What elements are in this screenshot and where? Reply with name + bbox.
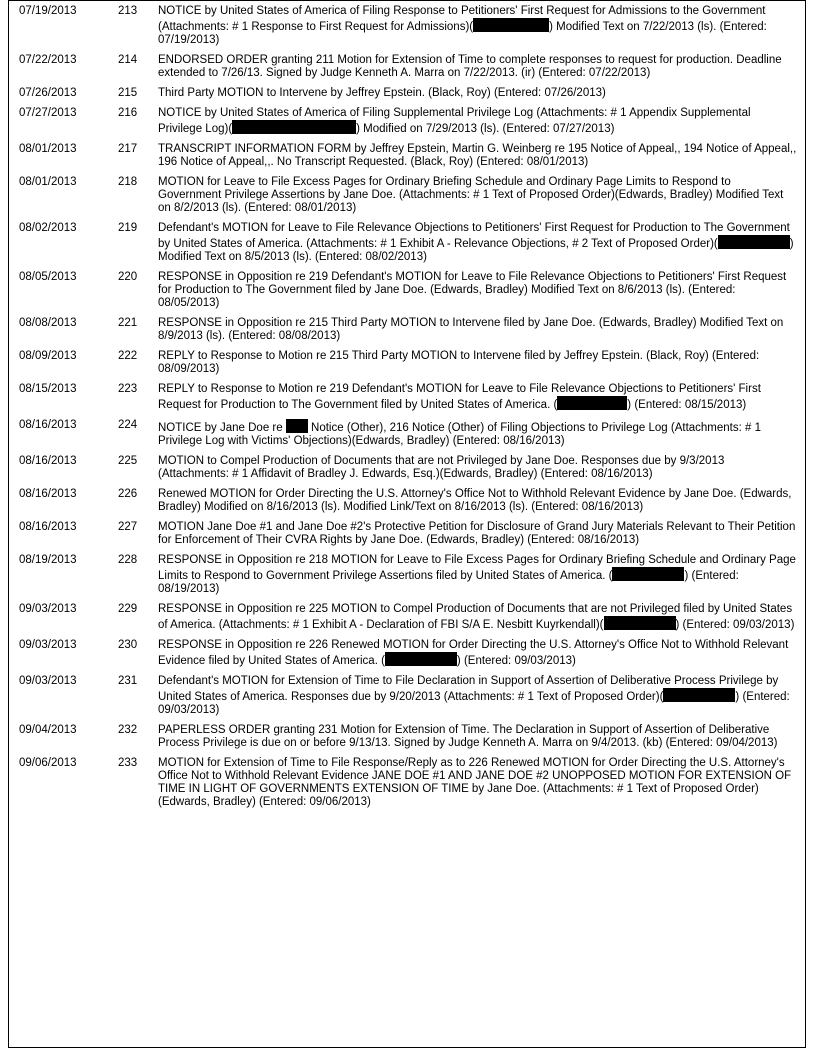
docket-entry (9, 675, 805, 724)
entry-text-segment: TRANSCRIPT INFORMATION FORM by Jeffrey Epstein, Martin G. Weinberg re 195 Notice of Appeal,, 194 Notice of Appeal,, 196 Notice of Appeal,,. No Transcript Requested. (Black, Roy) (Entered: 08/01/2013) (158, 143, 797, 168)
docket-entry (9, 603, 805, 639)
redaction-block (385, 652, 457, 666)
entry-text-segment: ENDORSED ORDER granting 211 Motion for Extension of Time to complete responses to request for production. Deadline extended to 7/26/13. Signed by Judge Kenneth A. Marra on 7/22/2013. (ir) (Entered: 07/22/2013) (158, 54, 782, 79)
entry-text (158, 521, 805, 554)
entry-number: 220 (118, 271, 138, 283)
redaction-block (232, 120, 356, 134)
entry-text (158, 419, 805, 455)
entry-text (158, 54, 805, 87)
entry-text-segment: ) (Entered: 09/03/2013) (456, 655, 576, 667)
docket-entry (9, 419, 805, 455)
entry-text-segment: ) (Entered: 08/15/2013) (627, 399, 747, 411)
docket-entry (9, 107, 805, 143)
entry-text-segment: REPLY to Response to Motion re 219 Defendant's MOTION for Leave to File Relevance Objections to Petitioners' First Request for Production to The Government filed by United States of America. ( (158, 383, 761, 411)
entry-number: 226 (118, 488, 138, 500)
entry-date: 07/26/2013 (19, 87, 77, 99)
entry-text (158, 143, 805, 176)
docket-entry (9, 521, 805, 554)
entry-text (158, 675, 805, 724)
entry-number: 224 (118, 419, 138, 431)
entry-text-segment: Renewed MOTION for Order Directing the U.S. Attorney's Office Not to Withhold Relevant Evidence by Jane Doe. (Edwards, Bradley) Modified on 8/16/2013 (ls). Modified Link/Text on 8/16/2013 (ls). (Entered: 08/16/2013) (158, 488, 792, 513)
entry-text (158, 639, 805, 675)
entry-number: 232 (118, 724, 138, 736)
entry-text (158, 317, 805, 350)
entry-text-segment: Defendant's MOTION for Leave to File Relevance Objections to Petitioners' First Request for Production to The Government by United States of America. (Attachments: # 1 Exhibit A - Relevance Objections, # 2 Text of Proposed Order)( (158, 222, 790, 250)
entry-text-segment: REPLY to Response to Motion re 215 Third Party MOTION to Intervene filed by Jeffrey Epstein. (Black, Roy) (Entered: 08/09/2013) (158, 350, 760, 375)
entry-number: 214 (118, 54, 138, 66)
entry-text (158, 603, 805, 639)
entry-date: 08/15/2013 (19, 383, 77, 395)
docket-entry (9, 639, 805, 675)
docket-entry (9, 271, 805, 317)
entry-date: 08/16/2013 (19, 455, 77, 467)
entry-text-segment: MOTION for Extension of Time to File Response/Reply as to 226 Renewed MOTION for Order Directing the U.S. Attorney's Office Not to Withhold Relevant Evidence JANE DOE #1 AND JANE DOE #2 UNOPPOSED MOTION FOR EXTENSION OF TIME IN LIGHT OF GOVERNMENTS EXTENSION OF TIME by Jane Doe. (Attachments: # 1 Text of Proposed Order)(Edwards, Bradley) (Entered: 09/06/2013) (158, 757, 792, 808)
entry-number: 223 (118, 383, 138, 395)
entry-number: 227 (118, 521, 138, 533)
entry-number: 219 (118, 222, 138, 234)
redaction-block (612, 567, 684, 581)
docket-entry (9, 455, 805, 488)
redaction-block (718, 235, 790, 249)
entry-date: 08/08/2013 (19, 317, 77, 329)
entry-number: 218 (118, 176, 138, 188)
entry-date: 08/09/2013 (19, 350, 77, 362)
docket-body (9, 5, 805, 816)
entry-text (158, 271, 805, 317)
entry-text (158, 350, 805, 383)
entry-number: 230 (118, 639, 138, 651)
entry-text-segment: ) Modified Text on 7/22/2013 (ls). (Entered: 07/19/2013) (158, 21, 767, 46)
entry-number: 229 (118, 603, 138, 615)
entry-text (158, 757, 805, 816)
entry-text-segment: ) (Entered: 08/19/2013) (158, 570, 739, 595)
redaction-block (286, 419, 308, 433)
entry-text (158, 554, 805, 603)
docket-table (9, 5, 805, 816)
entry-date: 09/03/2013 (19, 675, 77, 687)
entry-text-segment: PAPERLESS ORDER granting 231 Motion for Extension of Time. The Declaration in Support of Assertion of Deliberative Process Privilege is due on or before 9/13/13. Signed by Judge Kenneth A. Marra on 9/4/2013. (kb) (Entered: 09/04/2013) (158, 724, 778, 749)
entry-text-segment: NOTICE by Jane Doe re (158, 422, 286, 434)
entry-date: 08/02/2013 (19, 222, 77, 234)
entry-date: 07/19/2013 (19, 5, 77, 17)
docket-entry (9, 724, 805, 757)
entry-date: 09/04/2013 (19, 724, 77, 736)
redaction-block (557, 396, 627, 410)
entry-date: 09/03/2013 (19, 639, 77, 651)
docket-entry (9, 54, 805, 87)
entry-number: 213 (118, 5, 138, 17)
entry-date: 07/27/2013 (19, 107, 77, 119)
entry-date: 08/16/2013 (19, 488, 77, 500)
entry-date: 07/22/2013 (19, 54, 77, 66)
docket-entry (9, 350, 805, 383)
docket-entry (9, 5, 805, 54)
docket-entry (9, 383, 805, 419)
entry-number: 233 (118, 757, 138, 769)
entry-date: 08/01/2013 (19, 176, 77, 188)
entry-number: 221 (118, 317, 138, 329)
entry-text-segment: ) (Entered: 09/03/2013) (675, 619, 795, 631)
entry-text-segment: Notice (Other), 216 Notice (Other) of Filing Objections to Privilege Log (Attachments: # 1 Privilege Log with Victims' Objections)(Edwards, Bradley) (Entered: 08/16/2013) (158, 422, 761, 447)
entry-text (158, 107, 805, 143)
docket-entry (9, 176, 805, 222)
entry-text-segment: RESPONSE in Opposition re 226 Renewed MOTION for Order Directing the U.S. Attorney's Office Not to Withhold Relevant Evidence filed by United States of America. ( (158, 639, 789, 667)
redaction-block (473, 18, 549, 32)
entry-date: 08/05/2013 (19, 271, 77, 283)
entry-number: 225 (118, 455, 138, 467)
entry-number: 228 (118, 554, 138, 566)
docket-entry (9, 87, 805, 107)
docket-entry (9, 143, 805, 176)
entry-text-segment: Defendant's MOTION for Extension of Time to File Declaration in Support of Assertion of Deliberative Process Privilege by United States of America. Responses due by 9/20/2013 (Attachments: # 1 Text of Proposed Order)( (158, 675, 779, 703)
entry-text (158, 488, 805, 521)
entry-text-segment: MOTION for Leave to File Excess Pages for Ordinary Briefing Schedule and Ordinary Page Limits to Respond to Government Privilege Assertions by Jane Doe. (Attachments: # 1 Text of Proposed Order)(Edwards, Bradley) Modified Text on 8/2/2013 (ls). (Entered: 08/01/2013) (158, 176, 784, 214)
entry-text-segment: RESPONSE in Opposition re 215 Third Party MOTION to Intervene filed by Jane Doe. (Edwards, Bradley) Modified Text on 8/9/2013 (ls). (Entered: 08/08/2013) (158, 317, 784, 342)
entry-text-segment: RESPONSE in Opposition re 219 Defendant's MOTION for Leave to File Relevance Objections to Petitioners' First Request for Production to The Government filed by Jane Doe. (Edwards, Bradley) Modified Text on 8/6/2013 (ls). (Entered: 08/05/2013) (158, 271, 787, 309)
entry-number: 217 (118, 143, 138, 155)
entry-text-segment: Third Party MOTION to Intervene by Jeffrey Epstein. (Black, Roy) (Entered: 07/26/2013) (158, 87, 606, 99)
entry-text (158, 455, 805, 488)
docket-entry (9, 757, 805, 816)
entry-number: 222 (118, 350, 138, 362)
entry-text (158, 5, 805, 54)
entry-text (158, 383, 805, 419)
entry-text (158, 87, 805, 107)
entry-text-segment: MOTION Jane Doe #1 and Jane Doe #2's Protective Petition for Disclosure of Grand Jury Materials Relevant to Their Petition for Enforcement of Their CVRA Rights by Jane Doe. (Edwards, Bradley) (Entered: 08/16/2013) (158, 521, 796, 546)
docket-entry (9, 222, 805, 271)
entry-text-segment: ) Modified on 7/29/2013 (ls). (Entered: 07/27/2013) (356, 123, 615, 135)
entry-text (158, 222, 805, 271)
entry-text-segment: ) Modified Text on 8/5/2013 (ls). (Entered: 08/02/2013) (158, 238, 794, 263)
entry-date: 08/19/2013 (19, 554, 77, 566)
docket-entry (9, 554, 805, 603)
entry-text-segment: RESPONSE in Opposition re 225 MOTION to Compel Production of Documents that are not Privileged filed by United States of America. (Attachments: # 1 Exhibit A - Declaration of FBI S/A E. Nesbitt Kuyrkendall)( (158, 603, 793, 631)
entry-number: 231 (118, 675, 138, 687)
entry-text-segment: NOTICE by United States of America of Filing Supplemental Privilege Log (Attachments: # 1 Appendix Supplemental Privilege Log)( (158, 107, 751, 135)
entry-text-segment: NOTICE by United States of America of Filing Response to Petitioners' First Request for Admissions to the Government (Attachments: # 1 Response to First Request for Admissions)( (158, 5, 766, 33)
entry-date: 09/03/2013 (19, 603, 77, 615)
entry-date: 08/16/2013 (19, 419, 77, 431)
entry-text-segment: RESPONSE in Opposition re 218 MOTION for Leave to File Excess Pages for Ordinary Briefing Schedule and Ordinary Page Limits to Respond to Government Privilege Assertions filed by United States of America. ( (158, 554, 796, 582)
redaction-block (663, 688, 735, 702)
entry-date: 08/16/2013 (19, 521, 77, 533)
entry-text (158, 176, 805, 222)
docket-entry (9, 317, 805, 350)
redaction-block (604, 616, 676, 630)
entry-date: 08/01/2013 (19, 143, 77, 155)
entry-date: 09/06/2013 (19, 757, 77, 769)
entry-text (158, 724, 805, 757)
entry-text-segment: MOTION to Compel Production of Documents that are not Privileged by Jane Doe. Responses due by 9/3/2013 (Attachments: # 1 Affidavit of Bradley J. Edwards, Esq.)(Edwards, Bradley) (Entered: 08/16/2013) (158, 455, 725, 480)
docket-entry (9, 488, 805, 521)
entry-number: 216 (118, 107, 138, 119)
entry-number: 215 (118, 87, 138, 99)
entry-text-segment: ) (Entered: 09/03/2013) (158, 691, 790, 716)
